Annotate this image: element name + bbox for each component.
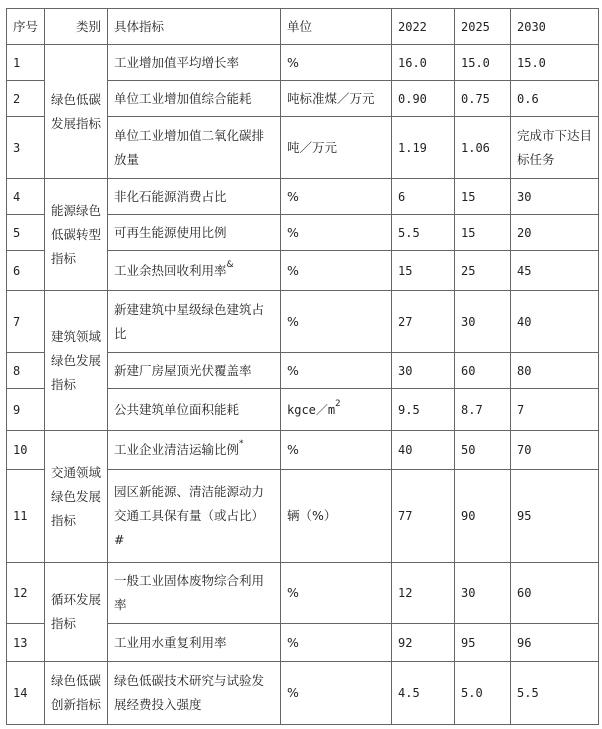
row-unit-text: kgce／m	[287, 402, 336, 417]
row-indicator: 工业用水重复利用率	[108, 624, 281, 662]
row-indicator: 绿色低碳技术研究与试验发展经费投入强度	[108, 662, 281, 725]
row-unit: %	[281, 179, 392, 215]
header-2022: 2022	[392, 9, 455, 45]
row-value-2025: 25	[455, 251, 511, 291]
header-unit: 单位	[281, 9, 392, 45]
row-seq: 12	[7, 563, 45, 624]
row-value-2022: 92	[392, 624, 455, 662]
row-value-2030: 70	[511, 431, 599, 470]
row-seq: 7	[7, 291, 45, 353]
row-indicator	[108, 431, 281, 470]
header-row	[7, 9, 599, 45]
row-unit: 吨／万元	[281, 117, 392, 179]
row-value-2022: 5.5	[392, 215, 455, 251]
row-value-2030: 40	[511, 291, 599, 353]
row-seq: 11	[7, 470, 45, 563]
row-value-2030: 完成市下达目标任务	[511, 117, 599, 179]
header-seq: 序号	[7, 9, 45, 45]
row-seq: 2	[7, 81, 45, 117]
indicators-table	[6, 8, 599, 725]
header-2025: 2025	[455, 9, 511, 45]
row-unit: %	[281, 215, 392, 251]
row-value-2030: 96	[511, 624, 599, 662]
row-indicator: 园区新能源、清洁能源动力交通工具保有量（或占比）#	[108, 470, 281, 563]
row-value-2025: 60	[455, 353, 511, 389]
row-indicator-text: 工业企业清洁运输比例	[114, 442, 240, 457]
row-value-2022: 16.0	[392, 45, 455, 81]
row-indicator: 工业增加值平均增长率	[108, 45, 281, 81]
header-indicator: 具体指标	[108, 9, 281, 45]
row-indicator: 单位工业增加值综合能耗	[108, 81, 281, 117]
row-value-2022: 9.5	[392, 389, 455, 431]
row-indicator: 可再生能源使用比例	[108, 215, 281, 251]
category-energy-transition: 能源绿色低碳转型指标	[45, 179, 108, 291]
row-value-2025: 95	[455, 624, 511, 662]
category-green-low-carbon-development: 绿色低碳发展指标	[45, 45, 108, 179]
row-value-2030: 15.0	[511, 45, 599, 81]
row-unit: %	[281, 662, 392, 725]
row-indicator: 新建建筑中星级绿色建筑占比	[108, 291, 281, 353]
table-row	[7, 431, 599, 470]
row-value-2022: 12	[392, 563, 455, 624]
category-transport-green-development: 交通领域绿色发展指标	[45, 431, 108, 563]
row-seq: 13	[7, 624, 45, 662]
table-row	[7, 563, 599, 624]
row-seq: 6	[7, 251, 45, 291]
row-value-2025: 15	[455, 215, 511, 251]
category-green-innovation: 绿色低碳创新指标	[45, 662, 108, 725]
row-indicator	[108, 251, 281, 291]
row-indicator: 新建厂房屋顶光伏覆盖率	[108, 353, 281, 389]
row-value-2022: 40	[392, 431, 455, 470]
category-building-green-development: 建筑领域绿色发展指标	[45, 291, 108, 431]
category-circular-development: 循环发展指标	[45, 563, 108, 662]
row-seq: 14	[7, 662, 45, 725]
row-value-2025: 30	[455, 563, 511, 624]
row-unit: %	[281, 251, 392, 291]
footnote-mark: *	[239, 439, 244, 449]
row-unit: %	[281, 624, 392, 662]
row-value-2022: 6	[392, 179, 455, 215]
row-indicator: 单位工业增加值二氧化碳排放量	[108, 117, 281, 179]
row-unit: 吨标准煤／万元	[281, 81, 392, 117]
row-value-2025: 5.0	[455, 662, 511, 725]
row-seq: 10	[7, 431, 45, 470]
row-value-2022: 1.19	[392, 117, 455, 179]
row-value-2030: 80	[511, 353, 599, 389]
row-value-2025: 8.7	[455, 389, 511, 431]
header-category: 类别	[45, 9, 108, 45]
row-value-2025: 30	[455, 291, 511, 353]
row-indicator: 一般工业固体废物综合利用率	[108, 563, 281, 624]
row-unit: %	[281, 431, 392, 470]
table-row	[7, 662, 599, 725]
row-value-2022: 30	[392, 353, 455, 389]
row-seq: 8	[7, 353, 45, 389]
row-value-2022: 4.5	[392, 662, 455, 725]
unit-superscript: 2	[335, 398, 341, 409]
row-value-2025: 1.06	[455, 117, 511, 179]
footnote-mark: &	[226, 259, 234, 270]
row-unit: %	[281, 291, 392, 353]
row-indicator-text: 工业余热回收利用率	[114, 262, 227, 278]
row-value-2025: 50	[455, 431, 511, 470]
row-seq: 4	[7, 179, 45, 215]
row-unit: 辆（%）	[281, 470, 392, 563]
table-row	[7, 291, 599, 353]
row-value-2025: 15.0	[455, 45, 511, 81]
row-value-2030: 5.5	[511, 662, 599, 725]
row-unit: %	[281, 353, 392, 389]
row-seq: 1	[7, 45, 45, 81]
row-value-2025: 90	[455, 470, 511, 563]
row-value-2030: 45	[511, 251, 599, 291]
row-indicator: 非化石能源消费占比	[108, 179, 281, 215]
row-value-2030: 7	[511, 389, 599, 431]
row-unit: %	[281, 45, 392, 81]
row-seq: 3	[7, 117, 45, 179]
row-unit: %	[281, 563, 392, 624]
row-value-2025: 0.75	[455, 81, 511, 117]
row-seq: 9	[7, 389, 45, 431]
row-value-2030: 30	[511, 179, 599, 215]
row-value-2022: 15	[392, 251, 455, 291]
row-value-2022: 0.90	[392, 81, 455, 117]
row-value-2030: 95	[511, 470, 599, 563]
row-value-2022: 77	[392, 470, 455, 563]
row-value-2025: 15	[455, 179, 511, 215]
row-unit	[281, 389, 392, 431]
table-row	[7, 45, 599, 81]
table-row	[7, 179, 599, 215]
row-value-2030: 0.6	[511, 81, 599, 117]
row-seq: 5	[7, 215, 45, 251]
row-value-2022: 27	[392, 291, 455, 353]
row-value-2030: 20	[511, 215, 599, 251]
header-2030: 2030	[511, 9, 599, 45]
row-indicator: 公共建筑单位面积能耗	[108, 389, 281, 431]
row-value-2030: 60	[511, 563, 599, 624]
